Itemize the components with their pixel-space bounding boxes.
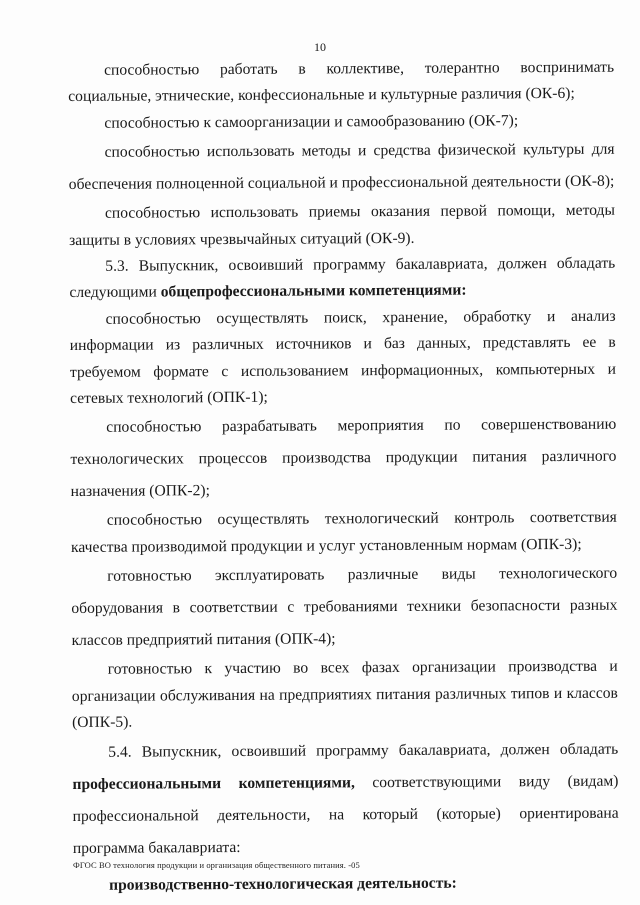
section-5-3-intro: 5.3. Выпускник, освоивший программу бакалавриата, должен обладать следующими: [69, 254, 616, 302]
section-5-4-bold: профессиональными компетенциями,: [72, 773, 355, 793]
section-5-4-rest: соответствующими виду (видам) профессиональной деятельности, на который (которые) ориентирована программа бакалавриата:: [72, 772, 619, 857]
competence-opk4: готовностью эксплуатировать различные виды технологического оборудования в соответствии с требованиями техники безопасности разных классов предприятий питания (ОПК-4);: [71, 564, 618, 650]
competence-ok8: способностью использовать методы и средства физической культуры для обеспечения полноценной социальной и профессиональной деятельности (ОК-8);: [68, 140, 615, 194]
page-number: 10: [314, 40, 326, 54]
competence-ok6: способностью работать в коллективе, толерантно воспринимать социальные, этнические, конфессиональные и культурные различия (ОК-6);: [68, 58, 615, 106]
section-5-3-bold: общепрофессиональными компетенциями:: [160, 282, 467, 301]
competence-opk1: способностью осуществлять поиск, хранение, обработку и анализ информации из различных источников и баз данных, представлять ее в требуемом формате с использованием информационных, компьютерных и сетевых технологий (ОПК-1);: [69, 307, 616, 408]
section-5-4-intro: 5.4. Выпускник, освоивший программу бакалавриата, должен обладать: [108, 740, 619, 761]
competence-opk5: готовностью к участию во всех фазах организации производства и организации обслуживания на предприятиях питания различных типов и классов (ОПК-5).: [71, 657, 618, 732]
document-footer: ФГОС ВО технология продукции и организация общественного питания. -05: [73, 860, 360, 870]
activity-heading: производственно-технологическая деятельность:: [108, 874, 457, 894]
competence-ok7: способностью к самоорганизации и самообразованию (ОК-7);: [104, 112, 519, 132]
competence-opk3: способностью осуществлять технологический контроль соответствия качества производимой продукции и услуг установленным нормам (ОПК-3);: [70, 509, 617, 556]
competence-ok9: способностью использовать приемы оказания первой помощи, методы защиты в условиях чрезвычайных ситуаций (ОК-9).: [69, 201, 615, 249]
section-5-4: [72, 733, 619, 864]
document-body: [68, 55, 619, 899]
section-5-3: [69, 251, 615, 307]
competence-opk2: способностью разрабатывать мероприятия по совершенствованию технологических процессов производства продукции питания различного назначения (ОПК-2);: [70, 416, 617, 501]
